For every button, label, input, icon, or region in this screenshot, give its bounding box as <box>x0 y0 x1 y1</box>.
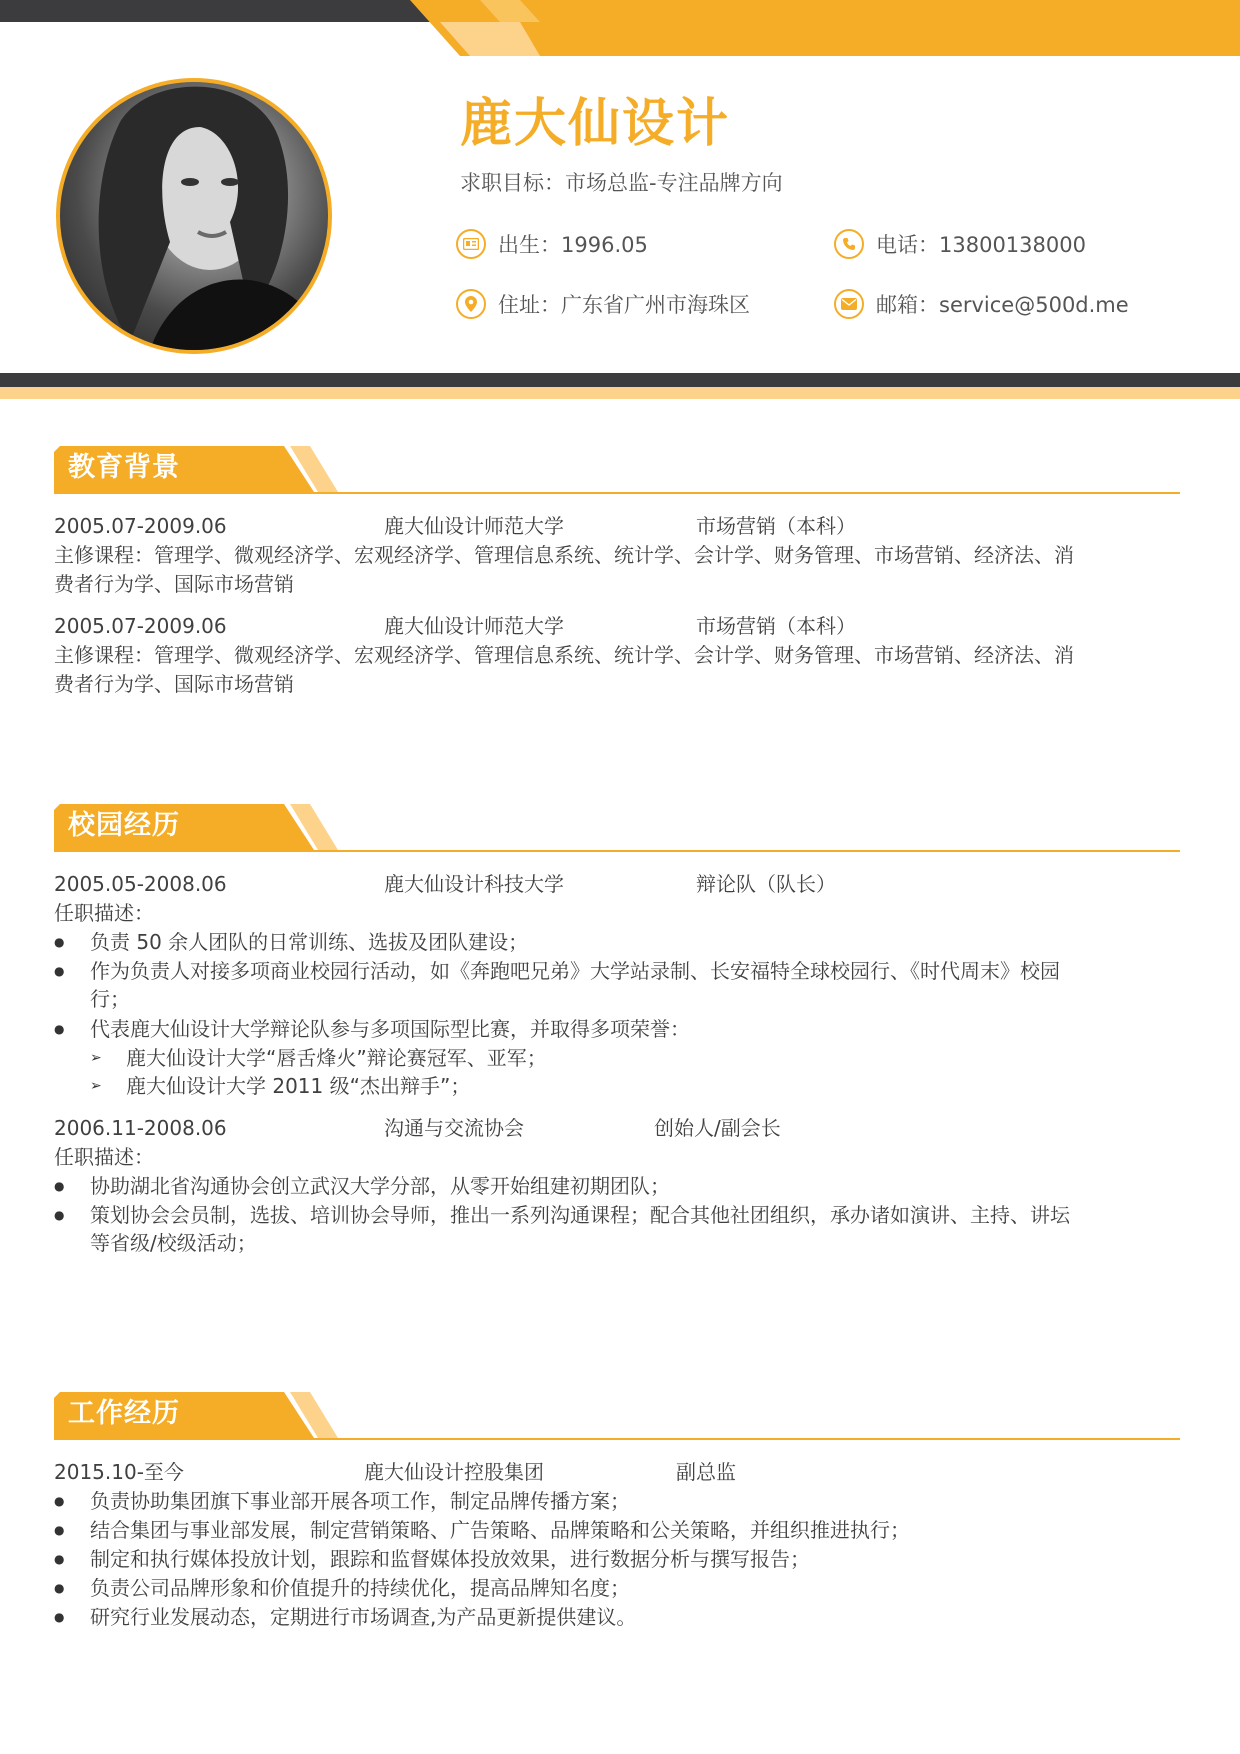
campus-1-sub-bullet-1: ➢ 鹿大仙设计大学“唇舌烽火”辩论赛冠军、亚军； <box>90 1044 1180 1072</box>
campus-2-bullet-1: ● 协助湖北省沟通协会创立武汉大学分部，从零开始组建初期团队； <box>54 1172 1180 1200</box>
edu-2-major: 市场营销（本科） <box>696 614 856 638</box>
campus-1-org: 鹿大仙设计科技大学 <box>384 872 564 896</box>
mail-icon <box>834 289 864 319</box>
email-info <box>834 286 1129 322</box>
job-objective: 求职目标：市场总监-专注品牌方向 <box>460 171 783 195</box>
campus-1-bullet-1: ● 负责 50 余人团队的日常训练、选拔及团队建设； <box>54 928 1180 956</box>
edu-2-school: 鹿大仙设计师范大学 <box>384 614 564 638</box>
phone-info <box>834 226 1086 262</box>
avatar <box>56 78 332 354</box>
address-info <box>456 286 750 322</box>
work-bullet-5: ● 研究行业发展动态，定期进行市场调查,为产品更新提供建议。 <box>54 1603 1180 1631</box>
phone-icon <box>834 229 864 259</box>
campus-2-org: 沟通与交流协会 <box>384 1116 524 1140</box>
work-bullet-1: ● 负责协助集团旗下事业部开展各项工作，制定品牌传播方案； <box>54 1487 1180 1515</box>
campus-1-bullet-3: ● 代表鹿大仙设计大学辩论队参与多项国际型比赛，并取得多项荣誉： <box>54 1015 1180 1043</box>
edu-1-courses-line1: 主修课程：管理学、微观经济学、宏观经济学、管理信息系统、统计学、会计学、财务管理、市场营销、经济法、消 <box>54 543 1074 567</box>
phone-text: 电话：13800138000 <box>876 233 1086 257</box>
campus-1-bullet-2: ● 作为负责人对接多项商业校园行活动，如《奔跑吧兄弟》大学站录制、长安福特全球校园行、《时代周末》校园 <box>54 957 1180 985</box>
birth-text: 出生：1996.05 <box>498 233 648 257</box>
edu-2-date: 2005.07-2009.06 <box>54 614 227 638</box>
header-divider-light <box>0 387 1240 399</box>
section-title: 校园经历 <box>68 810 180 841</box>
section-title: 工作经历 <box>68 1398 180 1429</box>
campus-2-bullet-2: ● 策划协会会员制，选拔、培训协会导师，推出一系列沟通课程；配合其他社团组织，承办诸如演讲、主持、讲坛 <box>54 1201 1180 1229</box>
edu-1-courses-line2: 费者行为学、国际市场营销 <box>54 572 294 596</box>
edu-2-courses-line1: 主修课程：管理学、微观经济学、宏观经济学、管理信息系统、统计学、会计学、财务管理、市场营销、经济法、消 <box>54 643 1074 667</box>
work-role: 副总监 <box>676 1460 736 1484</box>
work-bullet-4: ● 负责公司品牌形象和价值提升的持续优化，提高品牌知名度； <box>54 1574 1180 1602</box>
campus-2-bullet-2-cont: 等省级/校级活动； <box>90 1231 257 1255</box>
edu-2-courses-line2: 费者行为学、国际市场营销 <box>54 672 294 696</box>
section-line <box>54 1438 1180 1440</box>
campus-2-role: 创始人/副会长 <box>654 1116 781 1140</box>
email-text: 邮箱：service@500d.me <box>876 293 1129 317</box>
campus-1-bullet-2-cont: 行； <box>90 987 130 1011</box>
campus-2-desc-label: 任职描述： <box>54 1145 154 1169</box>
edu-1-school: 鹿大仙设计师范大学 <box>384 514 564 538</box>
campus-1-sub-bullet-2: ➢ 鹿大仙设计大学 2011 级“杰出辩手”； <box>90 1072 1180 1100</box>
birth-info <box>456 226 648 262</box>
work-bullet-3: ● 制定和执行媒体投放计划，跟踪和监督媒体投放效果，进行数据分析与撰写报告； <box>54 1545 1180 1573</box>
section-header-education <box>54 444 1180 494</box>
address-text: 住址：广东省广州市海珠区 <box>498 293 750 317</box>
edu-1-date: 2005.07-2009.06 <box>54 514 227 538</box>
id-card-icon <box>456 229 486 259</box>
header-divider-dark <box>0 373 1240 387</box>
work-date: 2015.10-至今 <box>54 1460 184 1484</box>
person-name: 鹿大仙设计 <box>460 94 731 154</box>
work-bullet-2: ● 结合集团与事业部发展，制定营销策略、广告策略、品牌策略和公关策略，并组织推进执行； <box>54 1516 1180 1544</box>
section-title: 教育背景 <box>68 452 180 483</box>
campus-2-date: 2006.11-2008.06 <box>54 1116 227 1140</box>
section-header-campus <box>54 802 1180 852</box>
section-line <box>54 850 1180 852</box>
section-line <box>54 492 1180 494</box>
header-stripes <box>0 0 1240 56</box>
campus-1-role: 辩论队（队长） <box>696 872 836 896</box>
edu-1-major: 市场营销（本科） <box>696 514 856 538</box>
section-header-work <box>54 1390 1180 1440</box>
campus-1-desc-label: 任职描述： <box>54 901 154 925</box>
work-company: 鹿大仙设计控股集团 <box>364 1460 544 1484</box>
location-icon <box>456 289 486 319</box>
campus-1-date: 2005.05-2008.06 <box>54 872 227 896</box>
